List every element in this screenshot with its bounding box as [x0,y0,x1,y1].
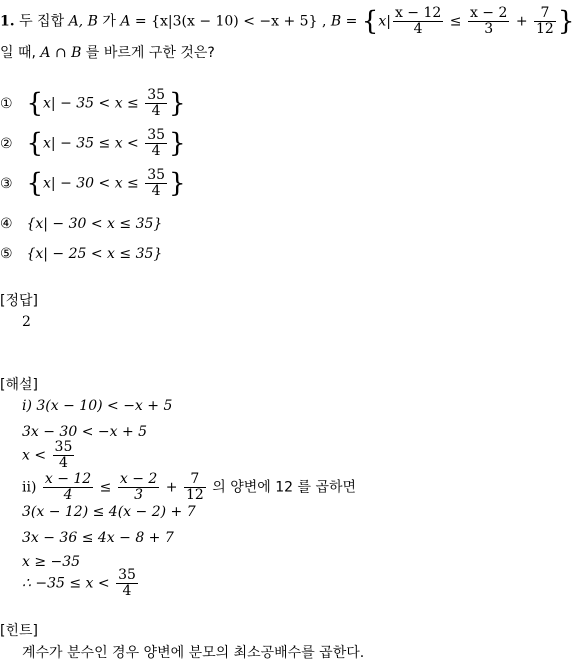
line2-prefix: 일 때, [0,45,36,61]
solution-step-7: x ≥ −35 [22,554,81,570]
choice-mark: ③ [0,175,13,192]
plus-sign: + [515,13,528,30]
intersection-expr: A ∩ B [40,45,82,61]
solution-step-4 [0,472,356,503]
choice-mark: ④ [0,216,13,232]
solution-step-6: 3x − 36 ≤ 4x − 8 + 7 [22,530,174,546]
problem-number: 1. [0,13,15,30]
fraction: $\frac{7}{12}$ [185,471,204,503]
line2-question: 를 바르게 구한 것은? [85,45,215,61]
solution-step-2: 3x − 30 < −x + 5 [22,424,148,440]
fraction: $\frac{35}{4}$ [147,167,166,199]
fraction: $\frac{x - 2}{3}$ [119,471,158,503]
step-text: x < [22,447,47,464]
particle: 가 [102,13,116,30]
fraction: $\frac{x - 12}{4}$ [394,5,442,37]
choice-3[interactable] [0,168,186,199]
fraction: $\frac{7}{12}$ [536,5,554,37]
right-brace: } [169,168,186,199]
leq-sign: ≤ [99,479,112,496]
choice-text: x| − 30 < x ≤ [43,175,139,192]
answer-label: [정답] [0,293,38,309]
left-brace: { [26,128,43,159]
choice-text: {x| − 25 < x ≤ 35} [26,246,163,262]
fraction: $\frac{35}{4}$ [54,439,73,471]
solution-step-1: i) 3(x − 10) < −x + 5 [22,398,173,414]
step-tail: 의 양변에 12 를 곱하면 [212,479,357,496]
choice-1[interactable] [0,88,186,119]
solution-step-5: 3(x − 12) ≤ 4(x − 2) + 7 [22,504,196,520]
step-prefix: ii) [22,479,37,496]
left-brace: { [26,168,43,199]
set-a-name: A [120,13,131,30]
step-text: ∴ −35 ≤ x < [22,575,110,592]
leq-sign: ≤ [449,13,462,30]
set-b-name: B [330,13,342,30]
solution-label: [해설] [0,377,38,393]
answer-value: 2 [22,314,31,330]
problem-prefix: 두 집합 [19,13,65,30]
right-brace: } [169,88,186,119]
choice-text: x| − 35 < x ≤ [43,95,139,112]
fraction: $\frac{x - 2}{3}$ [469,5,508,37]
right-brace: } [169,128,186,159]
plus-sign: + [165,479,178,496]
set-a-definition: {x|3(x − 10) < −x + 5} [151,13,318,30]
hint-text: 계수가 분수인 경우 양변에 분모의 최소공배수를 곱한다. [22,645,365,661]
left-brace: { [26,88,43,119]
sets-intro: A, B [68,13,98,30]
choice-5[interactable] [0,246,162,262]
choice-mark: ② [0,135,13,152]
choice-mark: ⑤ [0,246,13,262]
problem-line-1: 1. 두 집합 A, B 가 A = {x|3(x − 10) < −x + 5} , B = {x| $\frac{x - 12}{4}$ ≤ $\frac{x - 2}{3}$ + $\frac{7}{12}$ } [0,5,574,37]
fraction: $\frac{x - 12}{4}$ [44,471,92,503]
choice-4[interactable] [0,216,162,232]
choice-text: x| − 35 ≤ x < [43,135,139,152]
set-b-head: x| [378,13,391,30]
fraction: $\frac{35}{4}$ [147,127,166,159]
choice-mark: ① [0,95,13,112]
left-brace: { [361,6,379,37]
fraction: $\frac{35}{4}$ [118,567,136,599]
choice-text: {x| − 30 < x ≤ 35} [26,216,163,232]
hint-label: [힌트] [0,623,38,639]
solution-step-3 [0,440,76,471]
comma: , [321,13,327,30]
choice-2[interactable] [0,128,186,159]
fraction: $\frac{35}{4}$ [147,87,166,119]
problem-line-2 [0,42,215,62]
solution-step-8 [0,568,140,599]
right-brace: } [557,6,574,37]
